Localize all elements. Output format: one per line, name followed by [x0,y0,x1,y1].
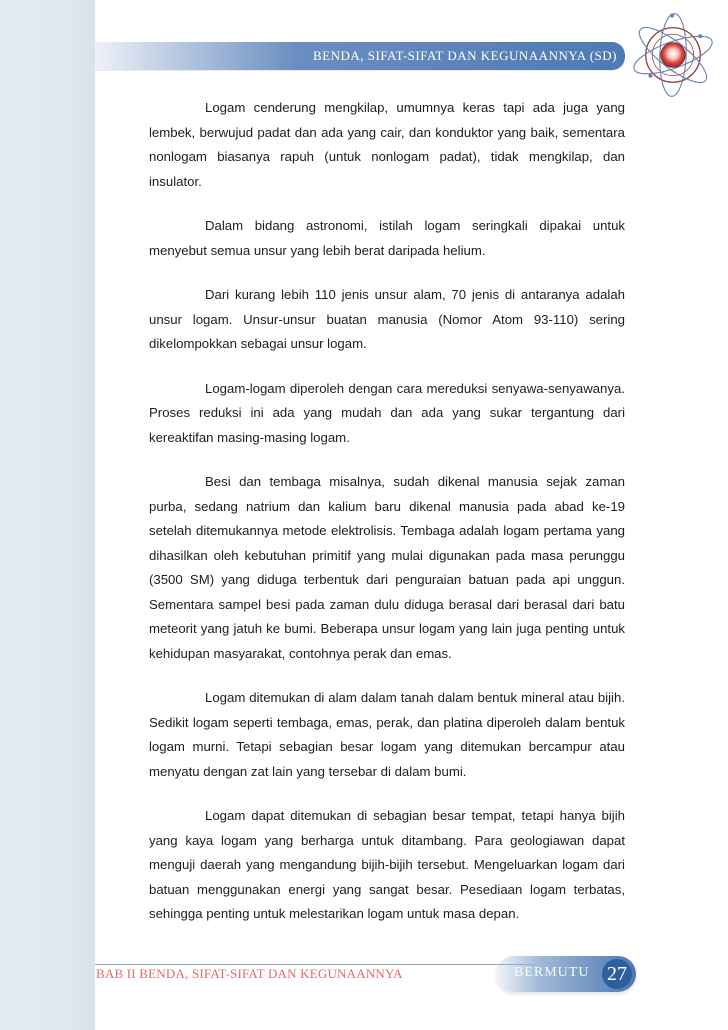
footer-badge [496,956,636,992]
atom-emblem-icon [626,8,720,102]
page-header-title: BENDA, SIFAT-SIFAT DAN KEGUNAANNYA (SD) [313,48,617,63]
left-margin-band [0,0,95,1030]
article-body [149,96,625,947]
page-number: 27 [602,959,632,989]
paragraph: Dari kurang lebih 110 jenis unsur alam, 70 jenis di antaranya adalah unsur logam. Unsur-unsur buatan manusia (Nomor Atom 93-110) sering dikelompokkan sebagai unsur logam. [149,287,625,351]
header-bar [95,42,625,70]
paragraph: Logam ditemukan di alam dalam tanah dalam bentuk mineral atau bijih. Sedikit logam seperti tembaga, emas, perak, dan platina diperoleh dalam bentuk logam murni. Tetapi sebagian besar logam yang ditemukan bercampur atau menyatu dengan zat lain yang tersebar di dalam bumi. [149,690,625,779]
brand-label: BERMUTU [514,965,590,980]
paragraph: Dalam bidang astronomi, istilah logam seringkali dipakai untuk menyebut semua unsur yang lebih berat daripada helium. [149,218,625,258]
chapter-footer: BAB II BENDA, SIFAT-SIFAT DAN KEGUNAANNYA [96,966,403,981]
paragraph: Logam dapat ditemukan di sebagian besar tempat, tetapi hanya bijih yang kaya logam yang berharga untuk ditambang. Para geologiawan dapat menguji daerah yang mengandung bijih-bijih tersebut. Mengeluarkan logam dari batuan menggunakan energi yang sangat besar. Pesediaan logam terbatas, sehingga penting untuk melestarikan logam untuk masa depan. [149,808,625,921]
paragraph: Besi dan tembaga misalnya, sudah dikenal manusia sejak zaman purba, sedang natrium dan kalium baru dikenal manusia pada abad ke-19 setelah ditemukannya metode elektrolisis. Tembaga adalah logam pertama yang dihasilkan oleh kebutuhan primitif yang mulai digunakan pada masa perunggu (3500 SM) yang diduga terbentuk dari penguraian batuan pada api unggun. Sementara sampel besi pada zaman dulu diduga berasal dari berasal dari batu meteorit yang jatuh ke bumi. Beberapa unsur logam yang lain juga penting untuk kehidupan masyarakat, contohnya perak dan emas. [149,474,625,661]
paragraph: Logam cenderung mengkilap, umumnya keras tapi ada juga yang lembek, berwujud padat dan ada yang cair, dan konduktor yang baik, sementara nonlogam biasanya rapuh (untuk nonlogam padat), tidak mengkilap, dan insulator. [149,100,625,189]
paragraph: Logam-logam diperoleh dengan cara mereduksi senyawa-senyawanya. Proses reduksi ini ada yang mudah dan ada yang sukar tergantung dari kereaktifan masing-masing logam. [149,380,625,445]
